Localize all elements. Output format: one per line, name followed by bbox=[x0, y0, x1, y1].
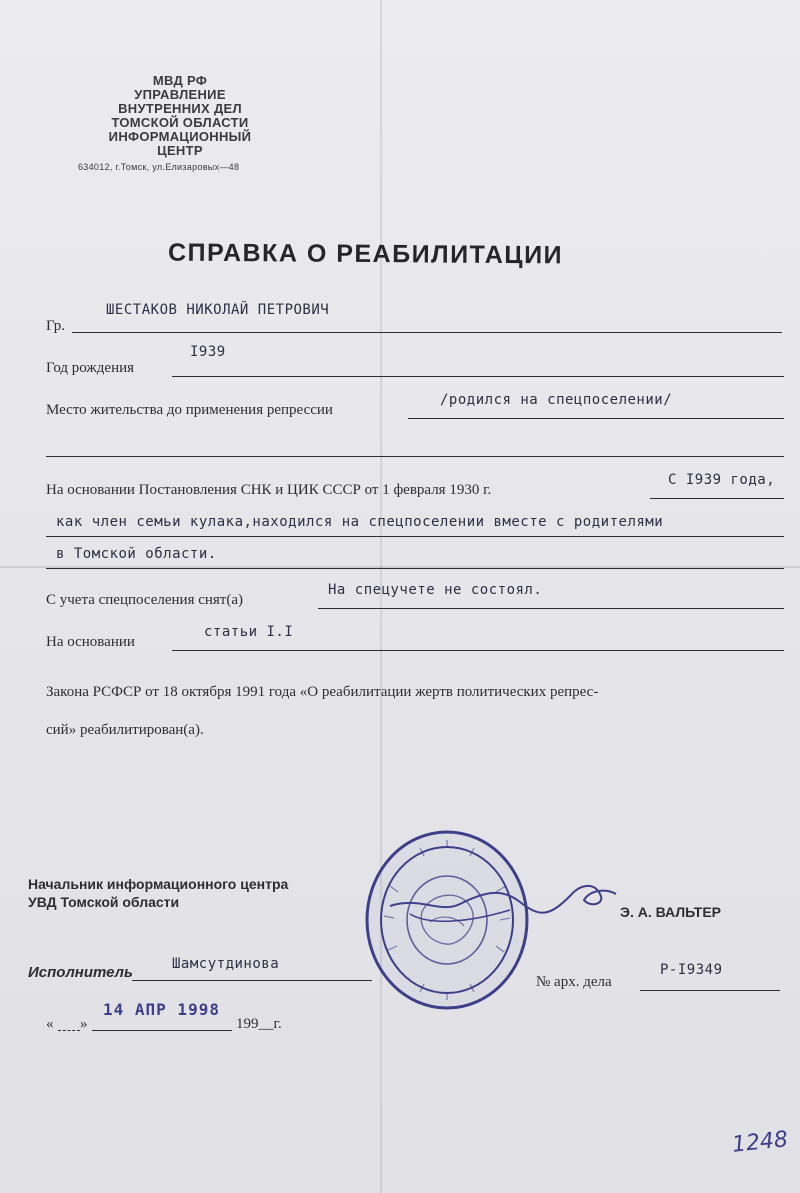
law-text-line-1: Закона РСФСР от 18 октября 1991 года «О реабилитации жертв политических репрес- bbox=[46, 684, 599, 700]
removed-underline bbox=[318, 608, 784, 609]
article-underline bbox=[172, 650, 784, 651]
executor-label: Исполнитель bbox=[28, 964, 133, 981]
citizen-underline bbox=[72, 332, 782, 333]
removed-label: С учета спецпоселения снят(а) bbox=[46, 592, 244, 608]
basis-value-2: как член семьи кулака,находился на спецпоселении вместе с родителями bbox=[56, 514, 664, 530]
header-line: УПРАВЛЕНИЕ bbox=[134, 87, 226, 102]
issuer-address: 634012, г.Томск, ул.Елизаровых—48 bbox=[78, 162, 240, 172]
signatory-position-line-1: Начальник информационного центра bbox=[28, 876, 289, 892]
birth-year-label: Год рождения bbox=[46, 360, 135, 376]
residence-underline bbox=[408, 418, 784, 419]
document-title: СПРАВКА О РЕАБИЛИТАЦИИ bbox=[167, 238, 564, 270]
official-seal bbox=[360, 826, 534, 1014]
basis-value-1: С I939 года, bbox=[668, 472, 776, 488]
law-text-line-2: сий» реабилитирован(а). bbox=[46, 722, 204, 738]
basis-underline-3 bbox=[46, 568, 784, 569]
archive-label: № арх. дела bbox=[536, 974, 612, 990]
residence-underline-2 bbox=[46, 456, 784, 457]
basis-value-3: в Томской области. bbox=[56, 546, 217, 562]
executor-underline bbox=[132, 980, 372, 981]
basis-label: На основании Постановления СНК и ЦИК СССР от 1 февраля 1930 г. bbox=[46, 482, 492, 498]
removed-value: На спецучете не состоял. bbox=[328, 582, 543, 598]
archive-underline bbox=[640, 990, 780, 991]
header-line: ВНУТРЕННИХ ДЕЛ bbox=[118, 101, 242, 116]
date-year-suffix: 199__г. bbox=[236, 1016, 282, 1032]
header-line: ЦЕНТР bbox=[157, 143, 203, 158]
article-value: статьи I.I bbox=[204, 624, 294, 640]
header-line: ТОМСКОЙ ОБЛАСТИ bbox=[111, 115, 249, 130]
article-label: На основании bbox=[46, 634, 135, 650]
date-day-blank bbox=[58, 1030, 80, 1031]
executor-name: Шамсутдинова bbox=[172, 956, 280, 972]
citizen-label: Гр. bbox=[46, 318, 65, 334]
residence-label: Место жительства до применения репрессии bbox=[46, 402, 333, 418]
basis-underline-2 bbox=[46, 536, 784, 537]
signatory-name: Э. А. ВАЛЬТЕР bbox=[620, 904, 722, 920]
date-stamp: 14 АПР 1998 bbox=[103, 1000, 220, 1019]
handwritten-note: 1248 bbox=[730, 1127, 790, 1158]
archive-number: Р-I9349 bbox=[660, 962, 723, 978]
birth-year-value: I939 bbox=[190, 344, 226, 360]
date-month-underline bbox=[92, 1030, 232, 1031]
header-line: МВД РФ bbox=[152, 73, 208, 88]
header-line: ИНФОРМАЦИОННЫЙ bbox=[108, 129, 252, 144]
basis-underline-1 bbox=[650, 498, 784, 499]
signatory-position-line-2: УВД Томской области bbox=[28, 894, 180, 910]
citizen-name: ШЕСТАКОВ НИКОЛАЙ ПЕТРОВИЧ bbox=[106, 302, 330, 318]
birth-year-underline bbox=[172, 376, 784, 377]
issuer-header bbox=[60, 74, 300, 174]
residence-value: /родился на спецпоселении/ bbox=[440, 392, 673, 408]
date-open-quote: « bbox=[46, 1016, 54, 1032]
date-close-quote: » bbox=[80, 1016, 88, 1032]
